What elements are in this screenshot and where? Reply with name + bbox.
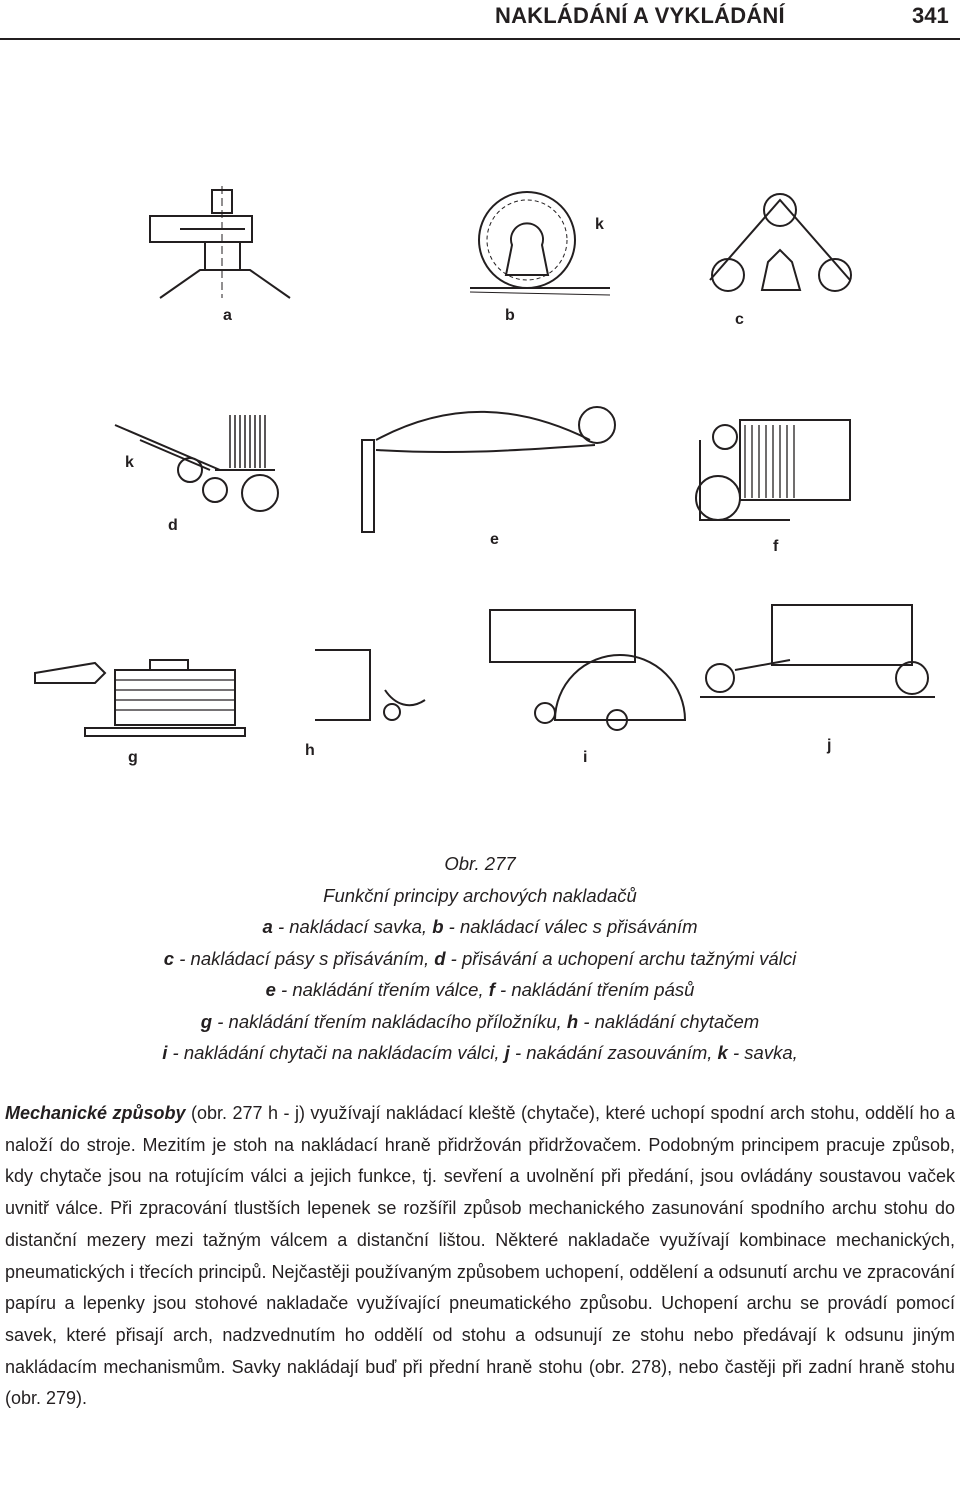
caption-desc: - nakládací válec s přisáváním [443, 916, 698, 937]
label-g: g [128, 749, 138, 766]
label-k-top: k [595, 216, 604, 233]
label-f: f [773, 538, 779, 555]
label-d: d [168, 517, 178, 534]
label-a: a [223, 307, 232, 324]
caption-key: d [434, 947, 446, 969]
paragraph-text: (obr. 277 h - j) využívají nakládací kleště (chytače), které uchopí spodní arch stohu, oddělí ho a naloží do stroje. Mezitím je stoh na nakládací hraně přidržován přidržovačem. Podobným principem pracuje způsob, kdy chytače jsou na rotujícím válci a jejich funkce, tj. sevření a uvolnění při předání, jsou ovládány soustavou vaček uvnitř válce. Při zpracování tlustších lepenek se rozšířil způsob mechanického zasunování spodního archu stohu do distanční mezery mezi tažným válcem a distanční lištou. Některé nakladače využívají kombinace mechanických, pneumatických i třecích principů. Nejčastěji používaným způsobem uchopení, oddělení a odsunutí archu ve zpracování papíru a lepenky jsou stohové nakladače využívající pneumatického způsobu. Uchopení archu se provádí pomocí savek, které přisají arch, nadzvednutím ho oddělí od stohu a odsunují ze stohu nebo předávají k odsunu jiným nakládacím mechanismům. Savky nakládají buď při přední hraně stohu (obr. 278), nebo častěji při zadní hraně stohu (obr. 279). [5, 1103, 955, 1409]
label-i: i [583, 749, 588, 766]
caption-desc: - nakládání chytačem [578, 1010, 760, 1032]
caption-key: b [432, 916, 444, 937]
caption-line [0, 1006, 960, 1038]
caption-desc: - nakládání třením nakládacího příložníku, [212, 1010, 567, 1032]
diagram-f-friction-belts [696, 420, 850, 520]
diagram-c-suction-belts [710, 194, 851, 291]
caption-subtitle: Funkční principy archových nakladačů [323, 884, 637, 906]
label-h: h [305, 742, 315, 759]
caption-desc: - savka, [727, 1042, 798, 1063]
caption-desc: - nakádání zasouváním, [509, 1042, 718, 1063]
diagram-e-friction-roller [362, 407, 615, 532]
caption-desc: - nakládání chytači na nakládacím válci, [167, 1042, 505, 1063]
label-c: c [735, 311, 744, 328]
caption-desc: - nakládací savka, [272, 916, 433, 937]
diagram-a-suction-cup [150, 186, 290, 298]
caption-desc: - nakládání třením válce, [275, 979, 489, 1000]
caption-key: k [717, 1042, 728, 1063]
label-k-left: k [125, 454, 134, 471]
chapter-title: NAKLÁDÁNÍ A VYKLÁDÁNÍ [495, 3, 785, 28]
caption-line [0, 974, 960, 1006]
caption-key: h [566, 1010, 579, 1032]
diagram-d-pull-rollers [115, 415, 278, 511]
figure-caption [0, 848, 960, 1069]
caption-line [0, 1037, 960, 1069]
diagram-g-friction-feeder [35, 660, 245, 736]
caption-desc: - nakládací pásy s přisáváním, [174, 947, 435, 969]
caption-key: i [162, 1042, 168, 1063]
caption-key: j [504, 1042, 510, 1063]
caption-desc: - přisávání a uchopení archu tažnými válci [445, 947, 797, 969]
label-j: j [827, 737, 832, 754]
caption-key: f [488, 979, 495, 1000]
caption-title: Obr. 277 [444, 853, 516, 874]
caption-key: e [265, 979, 276, 1000]
label-e: e [490, 531, 499, 548]
caption-desc: - nakládání třením pásů [494, 979, 695, 1000]
paragraph-lead: Mechanické způsoby [5, 1103, 186, 1123]
label-b: b [505, 307, 515, 324]
page-header [0, 0, 960, 40]
diagram-i-gripper-cylinder [490, 610, 685, 730]
caption-line [0, 943, 960, 975]
body-paragraph [5, 1098, 955, 1415]
diagram-j-push-feed [700, 605, 935, 697]
caption-key: g [200, 1010, 213, 1032]
page-number: 341 [912, 3, 949, 28]
caption-key: c [163, 947, 175, 969]
caption-line [0, 911, 960, 943]
header-rule [0, 38, 960, 40]
diagram-h-gripper [315, 650, 425, 720]
figure-277-diagrams [0, 170, 960, 770]
caption-key: a [262, 916, 273, 937]
diagram-b-suction-roller [470, 192, 610, 295]
